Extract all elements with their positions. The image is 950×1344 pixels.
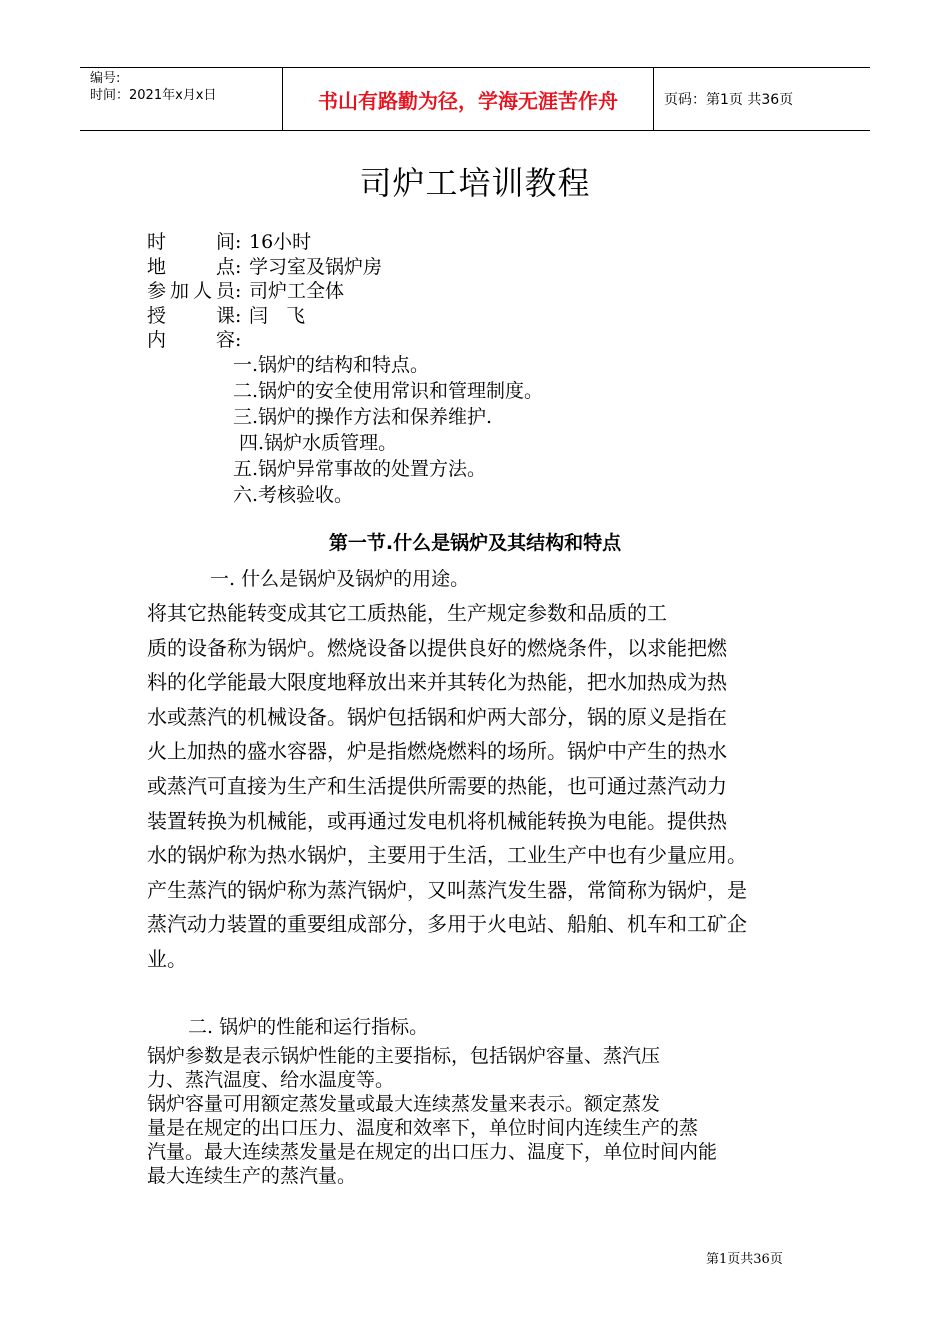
info-value: 司炉工全体 [249,280,345,302]
outline-item: 四.锅炉水质管理。 [233,432,398,454]
info-label: 地点 [147,255,235,278]
info-row-time: 时间 : 16小时 [147,231,312,253]
time-label: 时间：2021年x月x日 [90,88,217,103]
outline-item: 一.锅炉的结构和特点。 [233,354,430,376]
header-meta [80,68,282,130]
paragraph-line: 锅炉参数是表示锅炉性能的主要指标，包括锅炉容量、蒸汽压 [147,1045,661,1067]
page-footer: 第1页共36页 [706,1252,783,1267]
paragraph-line: 水的锅炉称为热水锅炉，主要用于生活，工业生产中也有少量应用。 [147,843,747,868]
outline-item: 六.考核验收。 [233,484,354,506]
paragraph-line: 或蒸汽可直接为生产和生活提供所需要的热能，也可通过蒸汽动力 [147,773,727,798]
header-motto: 书山有路勤为径，学海无涯苦作舟 [282,68,654,130]
info-label: 参加人员 [147,280,235,302]
subheading-2: 二. 锅炉的性能和运行指标。 [188,1016,429,1038]
outline-item: 五.锅炉异常事故的处置方法。 [233,458,487,480]
info-value: 16小时 [249,231,312,253]
document-title: 司炉工培训教程 [359,164,591,202]
paragraph-line: 将其它热能转变成其它工质热能，生产规定参数和品质的工 [147,601,667,625]
paragraph-boiler-parameters [147,1044,809,1188]
paragraph-line: 蒸汽动力装置的重要组成部分，多用于火电站、船舶、机车和工矿企 [147,912,747,937]
paragraph-line: 产生蒸汽的锅炉称为蒸汽锅炉，又叫蒸汽发生器，常简称为锅炉，是 [147,877,747,902]
paragraph-line: 水或蒸汽的机械设备。锅炉包括锅和炉两大部分，锅的原义是指在 [147,704,727,729]
paragraph-line: 力、蒸汽温度、给水温度等。 [147,1069,395,1091]
course-info [147,230,382,353]
paragraph-line: 汽量。最大连续蒸发量是在规定的出口压力、温度下，单位时间内能 [147,1141,718,1163]
section-heading: 第一节.什么是锅炉及其结构和特点 [328,532,622,554]
paragraph-line: 业。 [147,946,187,971]
paragraph-line: 质的设备称为锅炉。燃烧设备以提供良好的燃烧条件，以求能把燃 [147,635,727,660]
paragraph-line: 锅炉容量可用额定蒸发量或最大连续蒸发量来表示。额定蒸发 [147,1093,661,1115]
outline-item: 三.锅炉的操作方法和保养维护. [233,406,493,428]
info-value: 闫 飞 [249,304,306,327]
document-header [80,67,870,131]
header-page-info: 页码：第1页 共36页 [664,92,794,108]
paragraph-boiler-definition [147,596,809,977]
info-row-instructor: 授课 : 闫 飞 [147,304,306,327]
paragraph-line: 最大连续生产的蒸汽量。 [147,1165,357,1187]
info-row-place: 地点 : 学习室及锅炉房 [147,255,383,278]
info-value: 学习室及锅炉房 [249,255,383,278]
outline-item: 二.锅炉的安全使用常识和管理制度。 [233,380,544,402]
info-label: 内容 [147,329,235,351]
info-row-content: 内容 : [147,329,242,351]
number-label: 编号: [90,71,121,86]
paragraph-line: 料的化学能最大限度地释放出来并其转化为热能，把水加热成为热 [147,670,727,695]
paragraph-line: 装置转换为机械能，或再通过发电机将机械能转换为电能。提供热 [147,808,727,833]
content-outline [233,352,543,508]
subheading-1: 一. 什么是锅炉及锅炉的用途。 [210,568,470,590]
info-label: 时间 [147,231,235,253]
paragraph-line: 量是在规定的出口压力、温度和效率下，单位时间内连续生产的蒸 [147,1117,699,1139]
paragraph-line: 火上加热的盛水容器，炉是指燃烧燃料的场所。锅炉中产生的热水 [147,739,727,764]
info-label: 授课 [147,304,235,327]
info-row-participants: 参加人员 : 司炉工全体 [147,280,345,302]
